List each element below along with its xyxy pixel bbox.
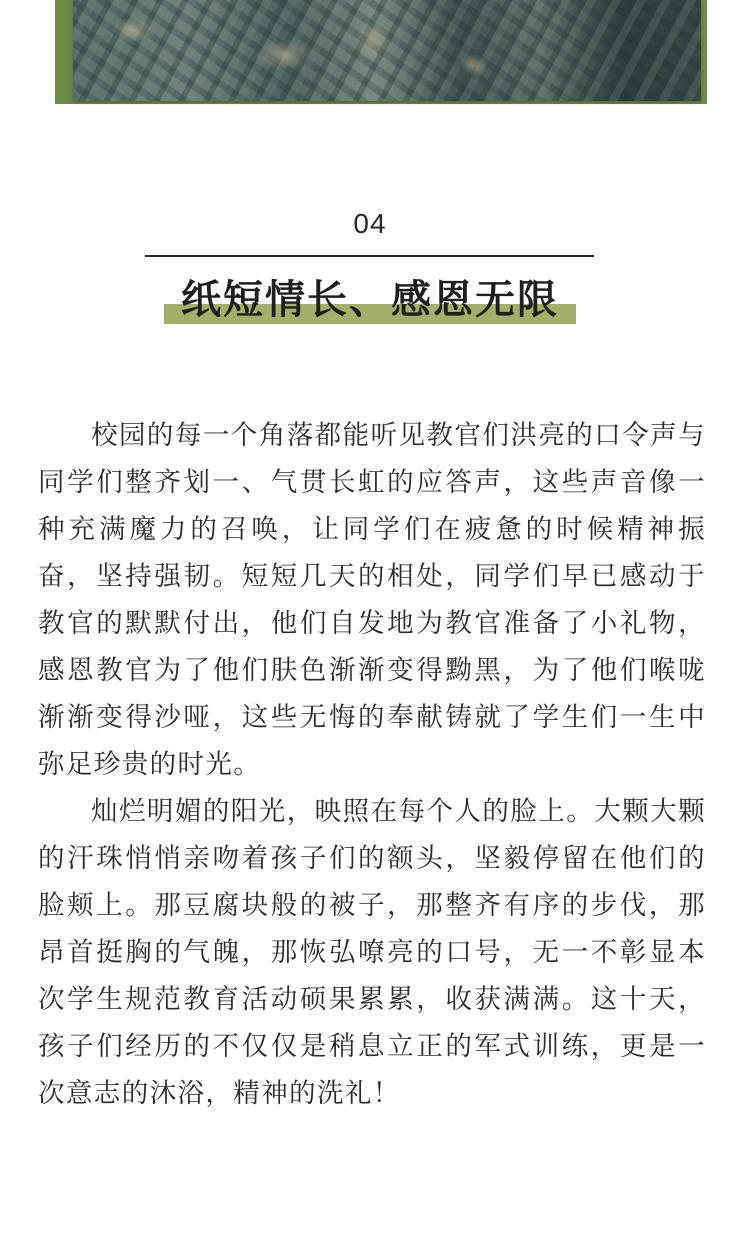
photo-banner-frame bbox=[55, 0, 707, 104]
paragraph: 灿烂明媚的阳光，映照在每个人的脸上。大颗大颗的汗珠悄悄亲吻着孩子们的额头，坚毅停留在他们的脸颊上。那豆腐块般的被子，那整齐有序的步伐，那昂首挺胸的气魄，那恢弘嘹亮的口号，无一不彰显本次学生规范教育活动硕果累累，收获满满。这十天，孩子们经历的不仅仅是稍息立正的军式训练，更是一次意志的沐浴，精神的洗礼！ bbox=[38, 796, 706, 1109]
paragraph: 校园的每一个角落都能听见教官们洪亮的口令声与同学们整齐划一、气贯长虹的应答声，这些声音像一种充满魔力的召唤，让同学们在疲惫的时候精神振奋，坚持强韧。短短几天的相处，同学们早已感动于教官的默默付出，他们自发地为教官准备了小礼物，感恩教官为了他们肤色渐渐变得黝黑，为了他们喉咙渐渐变得沙哑，这些无悔的奉献铸就了学生们一生中弥足珍贵的时光。 bbox=[38, 420, 706, 780]
training-photo bbox=[73, 0, 701, 101]
section-number: 04 bbox=[353, 208, 387, 239]
heading-divider bbox=[145, 255, 594, 257]
section-title: 纸短情长、感恩无限 bbox=[181, 277, 559, 323]
article-body bbox=[38, 412, 706, 1117]
